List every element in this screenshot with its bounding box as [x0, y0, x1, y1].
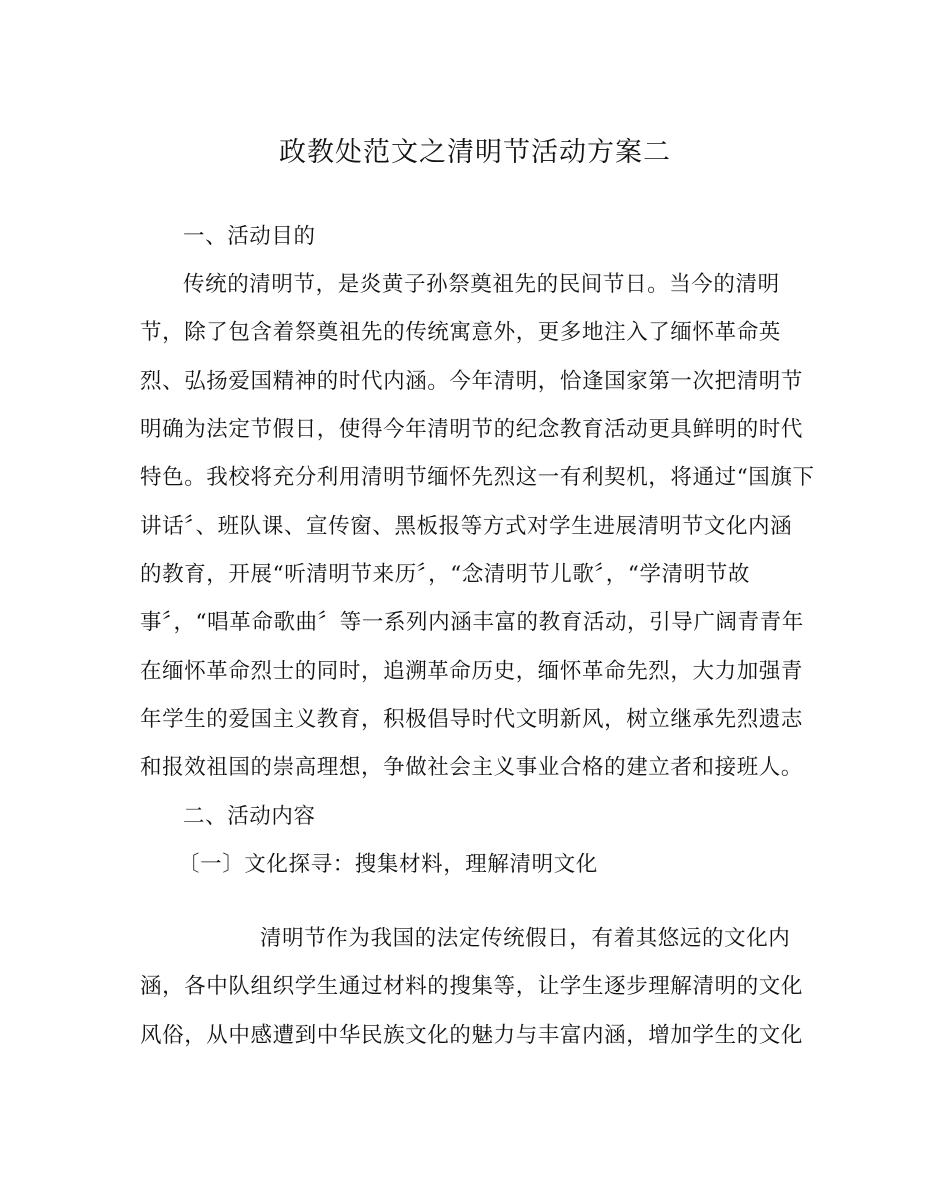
paragraph-line: 讲话〞、班队课、宣传窗、黑板报等方式对学生进展清明节文化内涵	[140, 514, 793, 539]
paragraph-line: 涵，各中队组织学生通过材料的搜集等，让学生逐步理解清明的文化	[140, 974, 804, 999]
document-title: 政教处范文之清明节活动方案二	[279, 137, 671, 168]
paragraph-line: 年学生的爱国主义教育，积极倡导时代文明新风，树立继承先烈遗志	[140, 707, 804, 732]
paragraph-line: 明确为法定节假日，使得今年清明节的纪念教育活动更具鲜明的时代	[140, 417, 804, 442]
paragraph-line: 和报效祖国的崇高理想，争做社会主义事业合格的建立者和接班人。	[140, 755, 804, 780]
paragraph-line: 传统的清明节，是炎黄子孙祭奠祖先的民间节日。当今的清明	[183, 272, 780, 297]
paragraph-line: 清明节作为我国的法定传统假日，有着其悠远的文化内	[260, 926, 791, 951]
paragraph-line: 在缅怀革命烈士的同时，追溯革命历史，缅怀革命先烈，大力加强青	[140, 659, 804, 684]
sub-heading-culture-exploration: 〔一〕文化探寻：搜集材料，理解清明文化	[178, 852, 598, 877]
paragraph-line: 节，除了包含着祭奠祖先的传统寓意外，更多地注入了缅怀革命英	[140, 320, 781, 345]
paragraph-line: 事〞，“唱革命歌曲〞等一系列内涵丰富的教育活动，引导广阔青青年	[140, 610, 804, 635]
paragraph-line: 风俗，从中感遭到中华民族文化的魅力与丰富内涵，增加学生的文化	[140, 1023, 804, 1048]
paragraph-line: 的教育，开展“听清明节来历〞，“念清明节儿歌〞，“学清明节故	[140, 562, 750, 587]
section-heading-content: 二、活动内容	[183, 804, 316, 829]
section-heading-purpose: 一、活动目的	[183, 224, 316, 249]
paragraph-line: 烈、弘扬爱国精神的时代内涵。今年清明，恰逢国家第一次把清明节	[140, 369, 804, 394]
paragraph-line: 特色。我校将充分利用清明节缅怀先烈这一有利契机，将通过“国旗下	[140, 465, 815, 490]
